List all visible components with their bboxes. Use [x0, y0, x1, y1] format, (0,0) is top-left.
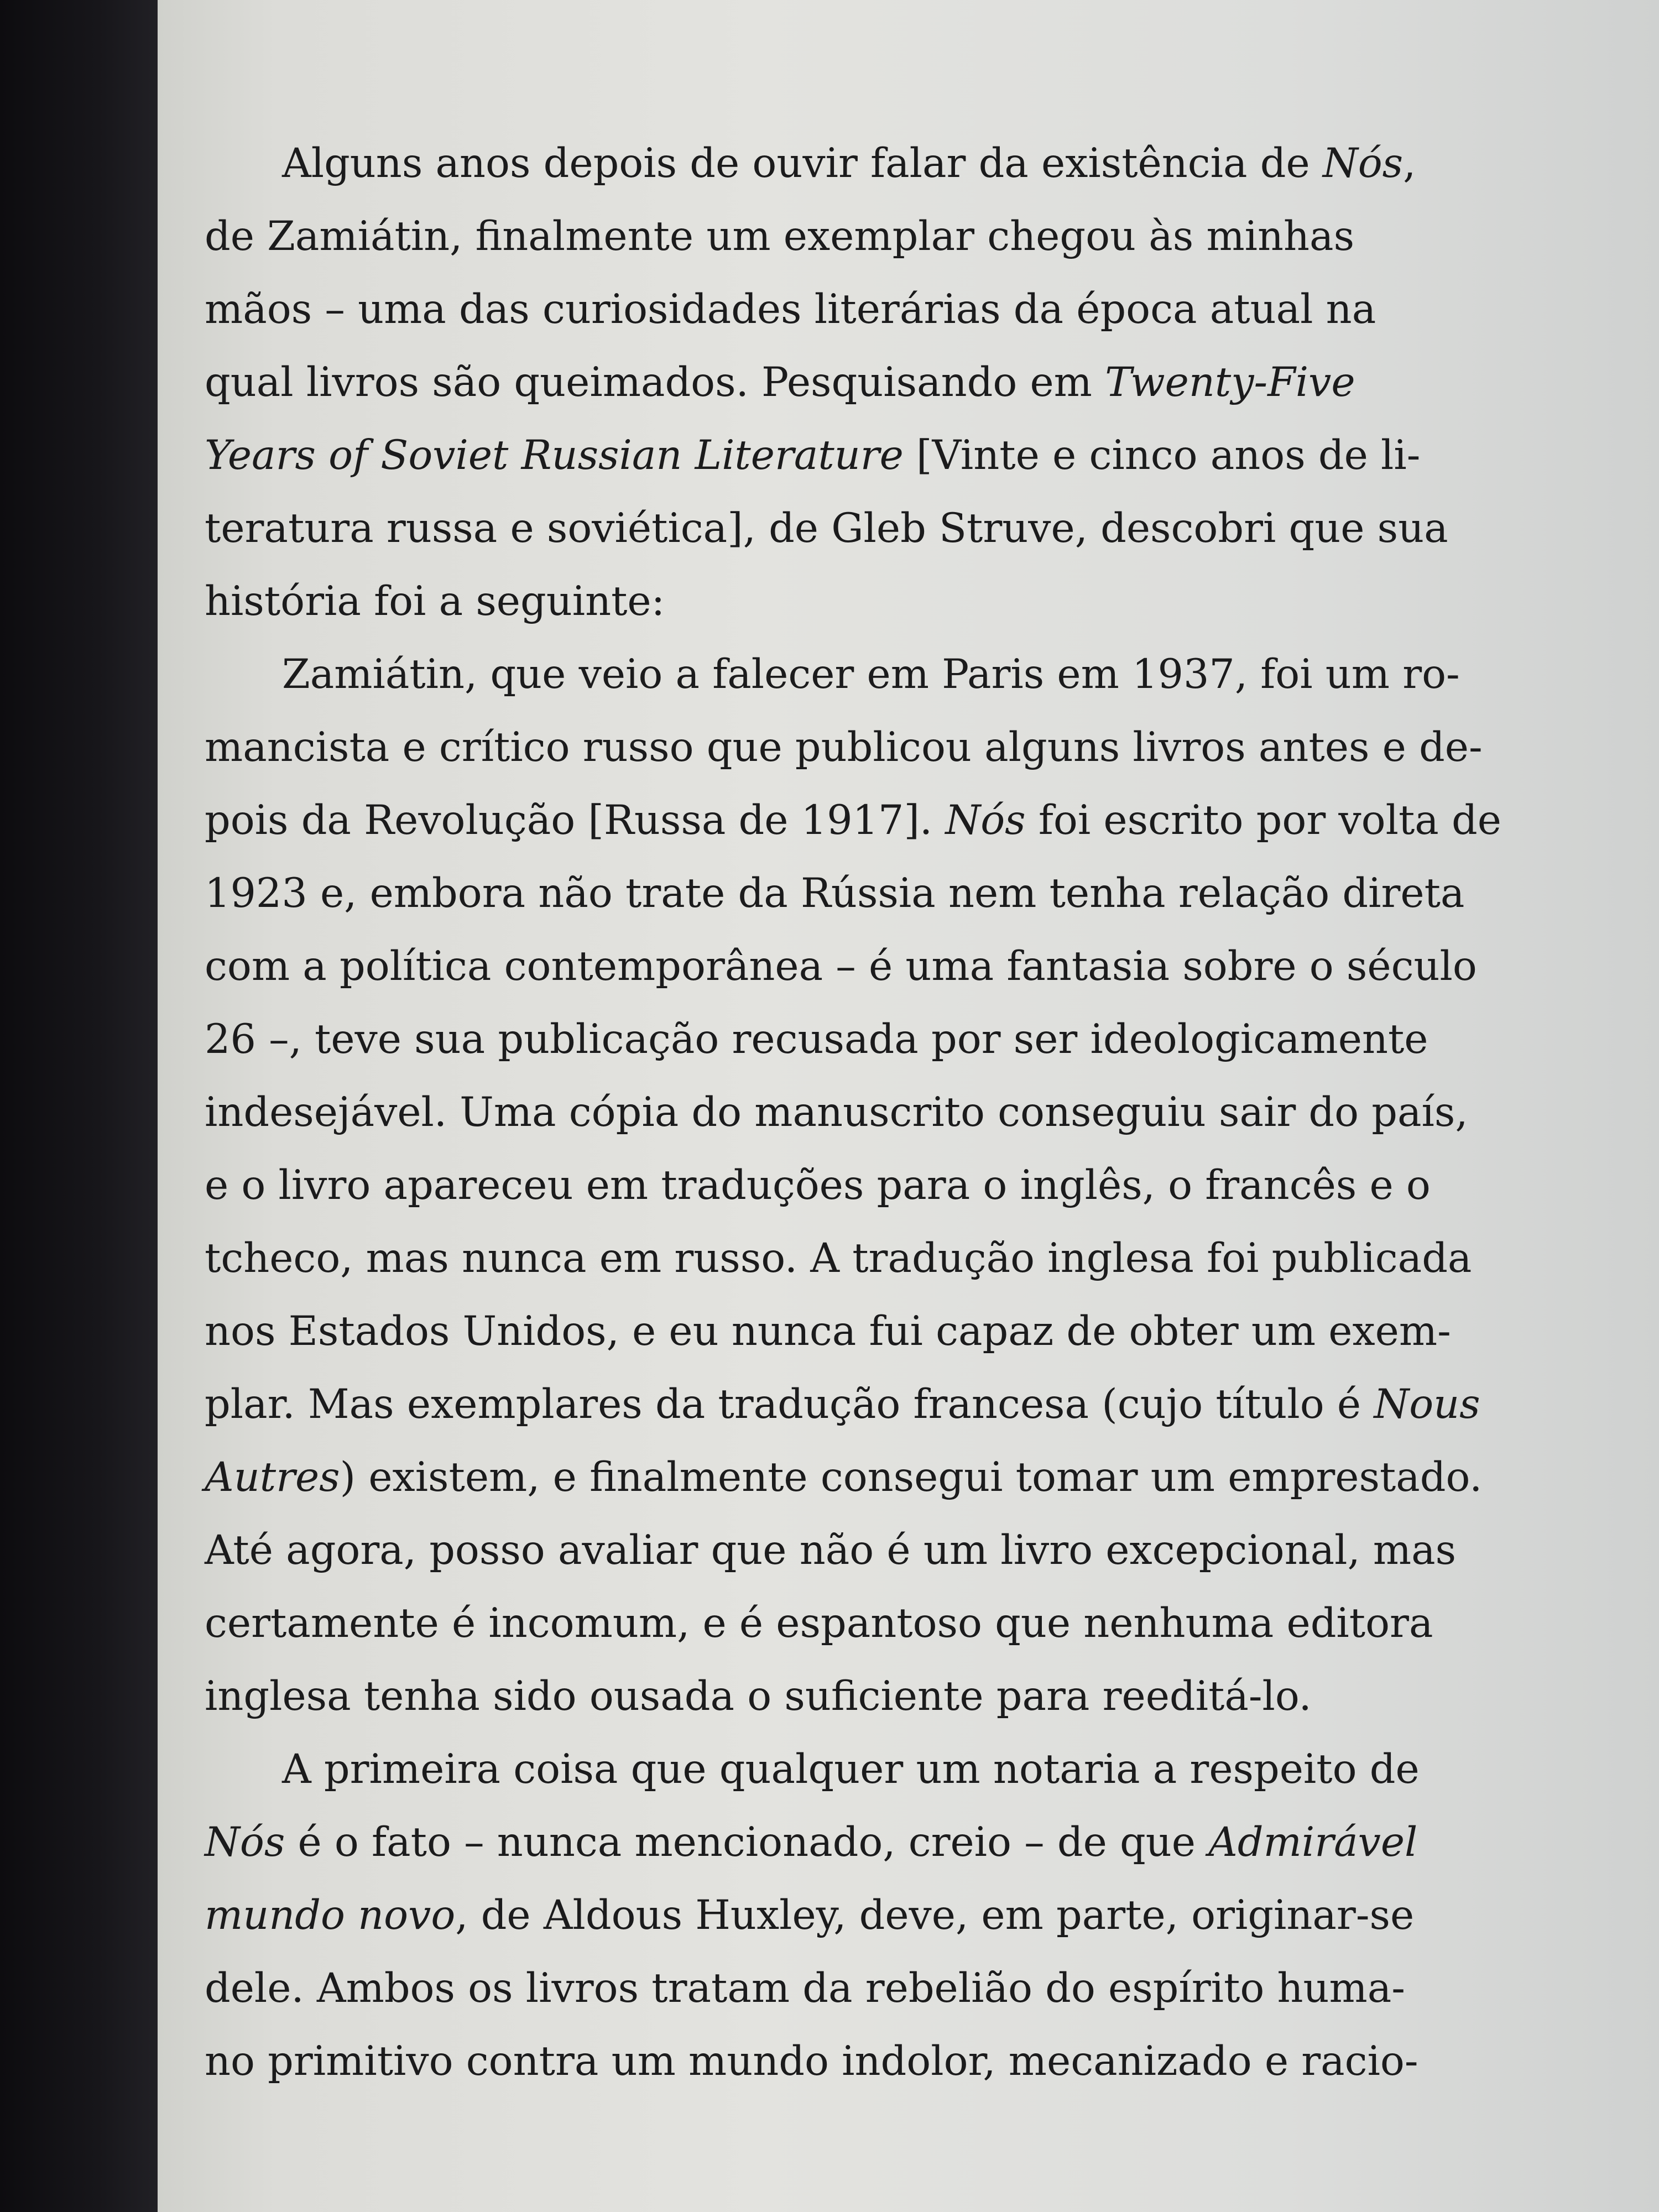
text-line — [205, 857, 1465, 930]
text-segment: qual livros são queimados. Pesquisando em — [205, 359, 1105, 406]
text-segment: 1923 e, embora não trate da Rússia nem tenha relação direta — [205, 870, 1465, 917]
text-line — [205, 1441, 1483, 1514]
text-line — [205, 565, 1333, 638]
italic-text-segment: Autres — [205, 1454, 340, 1501]
text-segment: mãos – uma das curiosidades literárias da época atual na — [205, 286, 1376, 333]
text-line — [205, 1149, 1431, 1222]
text-segment: inglesa tenha sido ousada o suficiente para reeditá-lo. — [205, 1673, 1312, 1720]
text-segment: pois da Revolução [Russa de 1917]. — [205, 797, 946, 844]
text-line — [205, 1076, 1468, 1149]
text-line — [205, 1368, 1480, 1441]
paragraph — [205, 1733, 1420, 2098]
italic-text-segment: Nós — [945, 797, 1026, 844]
text-segment: ) existem, e finalmente consegui tomar um emprestado. — [340, 1454, 1483, 1501]
text-line — [205, 1295, 1451, 1368]
text-line — [205, 930, 1477, 1003]
text-segment: história foi a seguinte: — [205, 578, 665, 625]
text-segment: teratura russa e soviética], de Gleb Struve, descobri que sua — [205, 505, 1448, 552]
text-line — [205, 2025, 1418, 2098]
text-segment: Até agora, posso avaliar que não é um livro excepcional, mas — [205, 1527, 1457, 1574]
text-line — [205, 1003, 1428, 1076]
text-line — [205, 1806, 1418, 1879]
text-segment: Zamiátin, que veio a falecer em Paris em 1937, foi um ro- — [282, 651, 1460, 698]
text-segment: mancista e crítico russo que publicou alguns livros antes e de- — [205, 724, 1483, 771]
text-line — [205, 200, 1355, 273]
italic-text-segment: mundo novo — [205, 1892, 456, 1939]
text-line — [205, 1587, 1433, 1660]
page-text — [205, 127, 1501, 2098]
text-line — [205, 711, 1483, 784]
text-segment: é o fato – nunca mencionado, creio – de que — [285, 1819, 1209, 1866]
text-line — [205, 1660, 1333, 1733]
text-segment: com a política contemporânea – é uma fantasia sobre o século — [205, 943, 1477, 990]
text-segment: indesejável. Uma cópia do manuscrito conseguiu sair do país, — [205, 1089, 1468, 1136]
text-line — [205, 1514, 1457, 1587]
italic-text-segment: Years of Soviet Russian Literature — [205, 432, 904, 479]
italic-text-segment: Admirável — [1208, 1819, 1418, 1866]
text-line — [205, 1879, 1415, 1952]
book-spine-shadow — [0, 0, 163, 2212]
text-segment: A primeira coisa que qualquer um notaria a respeito de — [282, 1746, 1420, 1793]
text-segment: dele. Ambos os livros tratam da rebelião do espírito huma- — [205, 1965, 1405, 2012]
text-segment: 26 –, teve sua publicação recusada por ser ideologicamente — [205, 1016, 1428, 1063]
text-segment: foi escrito por volta de — [1025, 797, 1501, 844]
text-segment: e o livro apareceu em traduções para o inglês, o francês e o — [205, 1162, 1431, 1209]
italic-text-segment: Twenty-Five — [1105, 359, 1355, 406]
text-line — [205, 419, 1421, 492]
italic-text-segment: Nous — [1374, 1381, 1480, 1428]
text-line — [205, 1952, 1405, 2025]
text-line — [205, 1222, 1472, 1295]
text-line — [205, 127, 1416, 200]
text-line — [205, 346, 1355, 419]
text-segment: nos Estados Unidos, e eu nunca fui capaz de obter um exem- — [205, 1308, 1451, 1355]
text-segment: de Zamiátin, finalmente um exemplar chegou às minhas — [205, 213, 1355, 260]
text-line — [205, 784, 1501, 857]
text-segment: certamente é incomum, e é espantoso que nenhuma editora — [205, 1600, 1433, 1647]
text-line — [205, 638, 1460, 711]
text-line — [205, 273, 1376, 346]
paragraph — [205, 638, 1501, 1733]
text-line — [205, 492, 1448, 565]
text-line — [205, 1733, 1420, 1806]
italic-text-segment: Nós — [1322, 140, 1404, 187]
text-segment: [Vinte e cinco anos de li- — [903, 432, 1421, 479]
text-segment: Alguns anos depois de ouvir falar da existência de — [282, 140, 1323, 187]
paragraph — [205, 127, 1448, 638]
text-segment: , de Aldous Huxley, deve, em parte, originar-se — [455, 1892, 1415, 1939]
text-segment: no primitivo contra um mundo indolor, mecanizado e racio- — [205, 2038, 1418, 2085]
text-segment: plar. Mas exemplares da tradução francesa (cujo título é — [205, 1381, 1374, 1428]
text-segment: tcheco, mas nunca em russo. A tradução inglesa foi publicada — [205, 1235, 1472, 1282]
italic-text-segment: Nós — [205, 1819, 285, 1866]
text-segment: , — [1403, 140, 1416, 187]
